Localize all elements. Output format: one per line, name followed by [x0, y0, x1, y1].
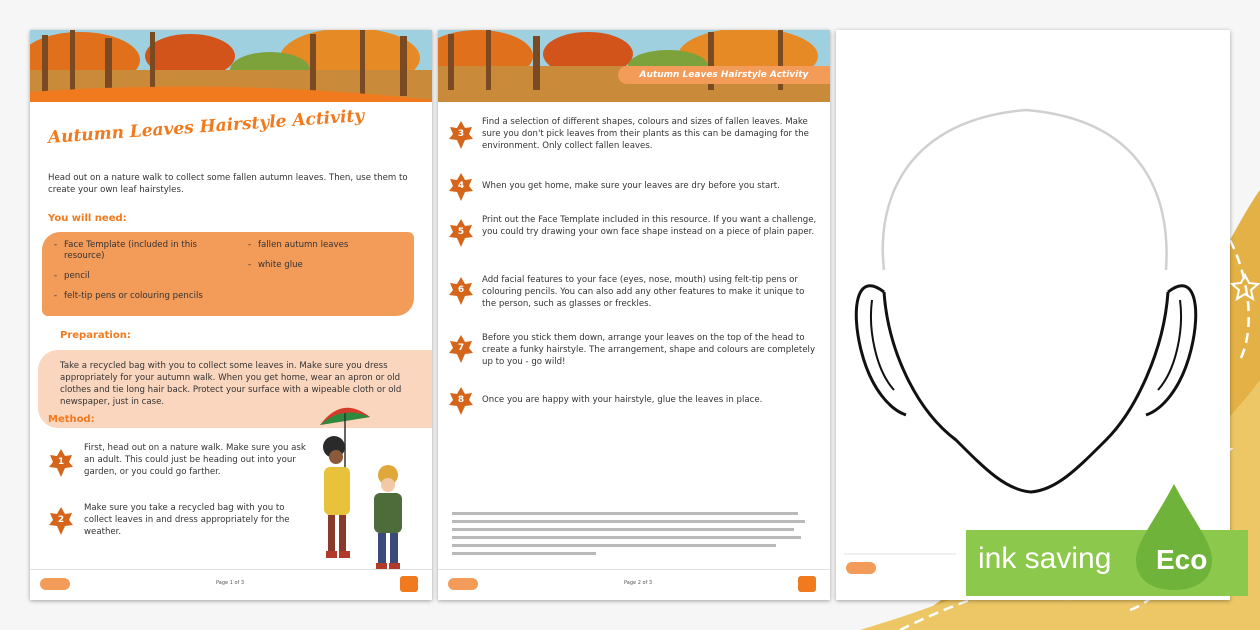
step-text: Add facial features to your face (eyes, nose, mouth) using felt-tip pens or colouring pencils. You can also add any other features to make it unique to the person, such as glasses or freckles.: [482, 275, 805, 309]
step-number: 6: [457, 285, 465, 295]
preparation-heading: Preparation:: [60, 330, 131, 341]
materials-list-left: [54, 240, 234, 311]
activity-title: Autumn Leaves Hairstyle Activity: [47, 105, 365, 148]
ink-saving-label: ink saving: [978, 542, 1112, 575]
page-number: Page 1 of 3: [216, 580, 245, 586]
copyright-small-print: [452, 512, 812, 562]
intro-text: Head out on a nature walk to collect some fallen autumn leaves. Then, use them to create your own leaf hairstyles.: [48, 173, 408, 195]
step-number: 3: [457, 129, 465, 139]
step-number: 8: [457, 395, 465, 405]
leaf-number-icon: [448, 276, 474, 306]
curriculum-badge-icon: [400, 576, 418, 592]
list-item: - pencil: [54, 271, 234, 282]
step-number: 5: [457, 227, 465, 237]
step-text: Before you stick them down, arrange your leaves on the top of the head to create a funky hairstyle. The arrangement, shape and colours are completely up to you - go wild!: [482, 333, 816, 367]
materials-box: [42, 232, 414, 316]
step-number: 4: [457, 181, 465, 191]
leaf-number-icon: [448, 386, 474, 416]
autumn-forest-banner: [30, 30, 432, 102]
children-with-umbrella-illustration: [312, 395, 422, 580]
list-item: - felt-tip pens or colouring pencils: [54, 291, 234, 302]
eco-label: Eco: [1156, 544, 1208, 575]
twinkl-logo: [40, 578, 70, 590]
step-number: 2: [57, 515, 65, 525]
leaf-number-icon: [48, 506, 74, 536]
materials-list-right: [248, 240, 408, 280]
step-text: Make sure you take a recycled bag with you to collect leaves in and dress appropriately for the weather.: [84, 503, 290, 537]
page-1: [30, 30, 432, 600]
ink-saving-eco-badge: [966, 530, 1248, 596]
leaf-number-icon: [48, 448, 74, 478]
leaf-number-icon: [448, 120, 474, 150]
leaf-number-icon: [448, 334, 474, 364]
curriculum-badge-icon: [798, 576, 816, 592]
list-item: - fallen autumn leaves: [248, 240, 408, 251]
page-footer: [438, 569, 830, 600]
page-number: Page 2 of 3: [624, 580, 653, 586]
step-number: 7: [457, 343, 465, 353]
leaf-number-icon: [448, 218, 474, 248]
step-text: Once you are happy with your hairstyle, glue the leaves in place.: [482, 395, 763, 405]
step-number: 1: [57, 457, 65, 467]
step-text: First, head out on a nature walk. Make sure you ask an adult. This could just be heading out into your garden, or you could go farther.: [84, 443, 306, 477]
step-text: Find a selection of different shapes, colours and sizes of fallen leaves. Make sure you don't pick leaves from their plants as this can be damaging for the environment. Only collect fallen leaves.: [482, 117, 809, 151]
page-2: [438, 30, 830, 600]
twinkl-logo: [448, 578, 478, 590]
preparation-text: Take a recycled bag with you to collect some leaves in. Make sure you dress appropriately for your autumn walk. When you get home, wear an apron or old clothes and tie long hair back. Protect your surface with a wipeable cloth or old newspaper, just in case.: [60, 361, 402, 407]
step-text: Print out the Face Template included in this resource. If you want a challenge, you could try drawing your own face shape instead on a piece of plain paper.: [482, 215, 817, 237]
you-will-need-heading: You will need:: [48, 213, 127, 224]
leaf-number-icon: [448, 172, 474, 202]
list-item: - white glue: [248, 260, 408, 271]
page-footer: [30, 569, 432, 600]
step-text: When you get home, make sure your leaves are dry before you start.: [482, 181, 780, 191]
list-item: - Face Template (included in this resource): [54, 240, 234, 262]
header-title-tag: Autumn Leaves Hairstyle Activity: [618, 66, 830, 84]
method-heading: Method:: [48, 414, 95, 425]
